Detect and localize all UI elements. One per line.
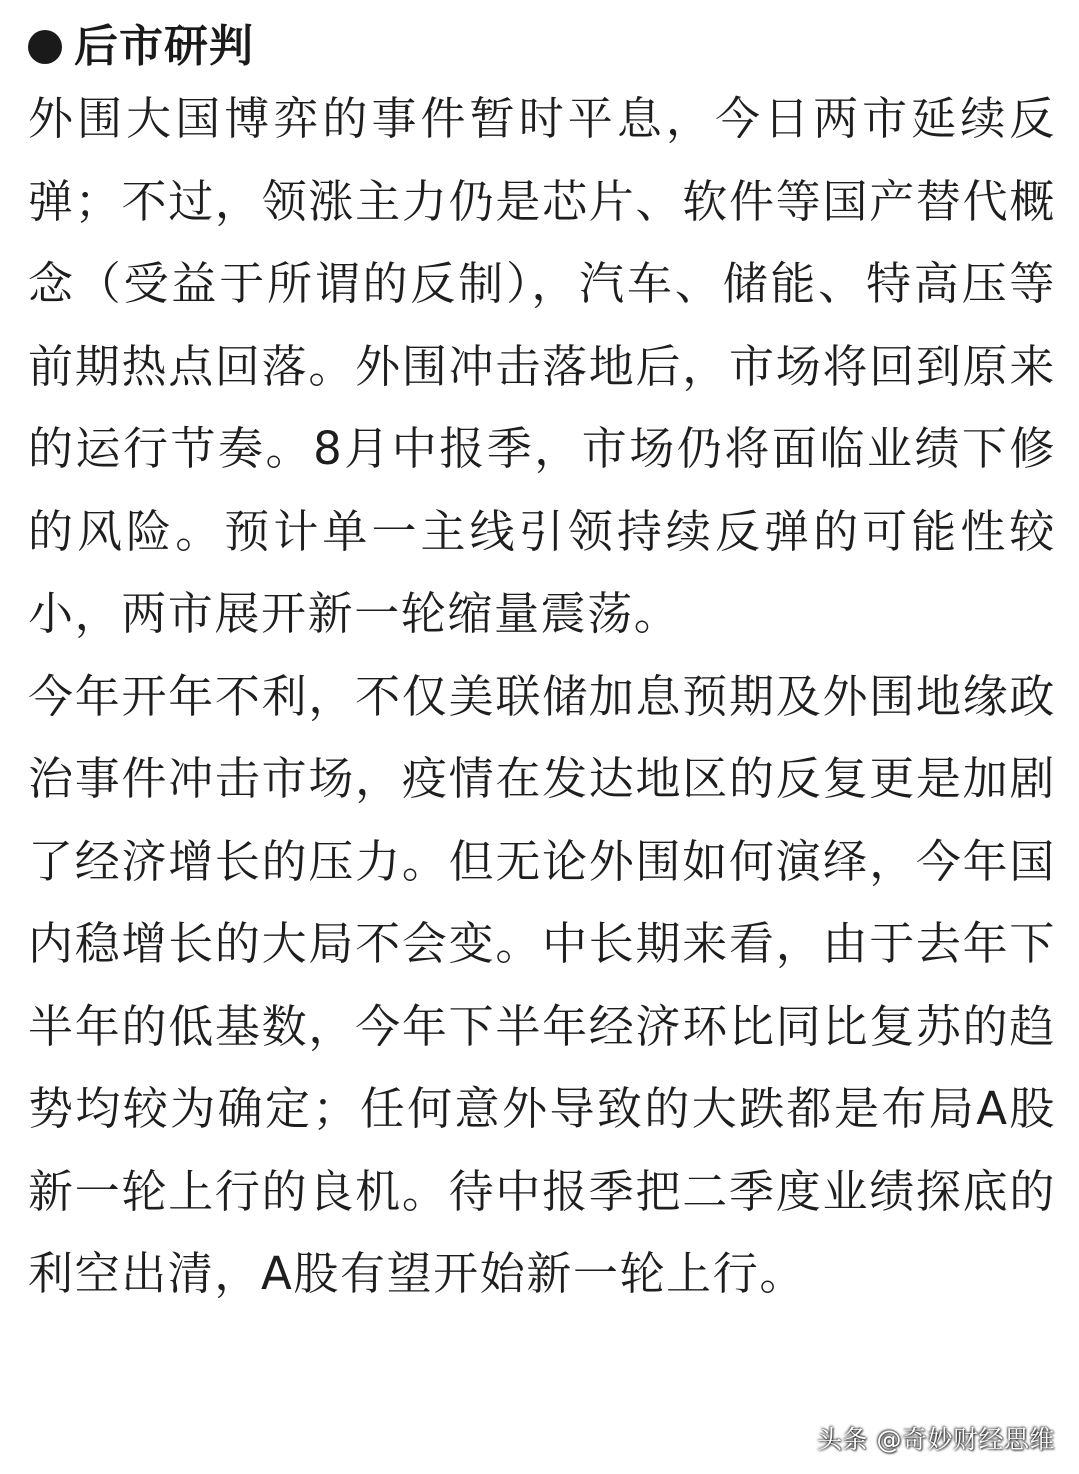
- bullet-dot-icon: [28, 30, 62, 64]
- source-watermark: 头条 @奇妙财经思维: [817, 1425, 1055, 1454]
- section-title: 后市研判: [74, 21, 254, 72]
- paragraph-market-outlook: 外围大国博弈的事件暂时平息，今日两市延续反弹；不过，领涨主力仍是芯片、软件等国产替代概念（受益于所谓的反制），汽车、储能、特高压等前期热点回落。外围冲击落地后，市场将回到原来的运行节奏。8月中报季，市场仍将面临业绩下修的风险。预计单一主线引领持续反弹的可能性较小，两市展开新一轮缩量震荡。: [28, 92, 1056, 640]
- article-body: [28, 16, 1056, 1316]
- section-heading: [28, 16, 1056, 78]
- paragraph-long-term-view: 今年开年不利，不仅美联储加息预期及外围地缘政治事件冲击市场，疫情在发达地区的反复更是加剧了经济增长的压力。但无论外围如何演绎，今年国内稳增长的大局不会变。中长期来看，由于去年下半年的低基数，今年下半年经济环比同比复苏的趋势均较为确定；任何意外导致的大跌都是布局A股新一轮上行的良机。待中报季把二季度业绩探底的利空出清，A股有望开始新一轮上行。: [28, 669, 1056, 1300]
